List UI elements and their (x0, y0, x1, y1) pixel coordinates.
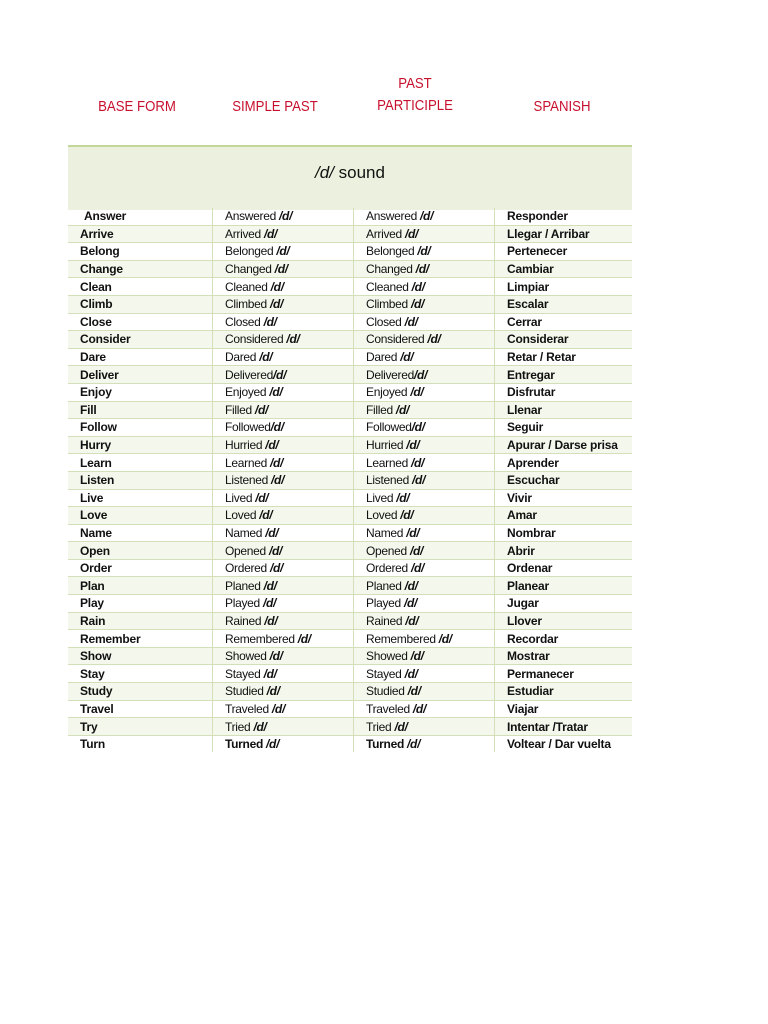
simple-past-cell: Learned /d/ (213, 454, 354, 472)
spanish-cell: Nombrar (495, 524, 633, 542)
base-form-cell: Stay (68, 665, 213, 683)
table-row (68, 683, 632, 701)
base-form-cell: Follow (68, 419, 213, 437)
spanish-cell: Disfrutar (495, 383, 633, 401)
spanish-cell: Considerar (495, 331, 633, 349)
past-participle-cell: Named /d/ (354, 524, 495, 542)
past-participle-cell: Loved /d/ (354, 507, 495, 525)
simple-past-cell: Tried /d/ (213, 718, 354, 736)
table-row (68, 278, 632, 296)
simple-past-cell: Changed /d/ (213, 260, 354, 278)
spanish-cell: Planear (495, 577, 633, 595)
past-participle-cell: Answered /d/ (354, 208, 495, 225)
past-participle-cell: Closed /d/ (354, 313, 495, 331)
table-row (68, 208, 632, 225)
spanish-cell: Responder (495, 208, 633, 225)
simple-past-cell: Answered /d/ (213, 208, 354, 225)
simple-past-cell: Ordered /d/ (213, 559, 354, 577)
table-row (68, 507, 632, 525)
table-row (68, 225, 632, 243)
spanish-cell: Entregar (495, 366, 633, 384)
column-header-past-participle: PAST PARTICIPLE (377, 75, 453, 114)
spanish-cell: Mostrar (495, 647, 633, 665)
simple-past-cell: Traveled /d/ (213, 700, 354, 718)
table-row (68, 243, 632, 261)
base-form-cell: Clean (68, 278, 213, 296)
table-row (68, 348, 632, 366)
table-row (68, 401, 632, 419)
verb-table (68, 208, 632, 752)
simple-past-cell: Opened /d/ (213, 542, 354, 560)
past-participle-cell: Rained /d/ (354, 612, 495, 630)
table-row (68, 419, 632, 437)
base-form-cell: Try (68, 718, 213, 736)
base-form-cell: Play (68, 595, 213, 613)
base-form-cell: Show (68, 647, 213, 665)
spanish-cell: Estudiar (495, 683, 633, 701)
table-row (68, 735, 632, 752)
table-row (68, 595, 632, 613)
spanish-cell: Llenar (495, 401, 633, 419)
past-participle-cell: Learned /d/ (354, 454, 495, 472)
past-participle-cell: Arrived /d/ (354, 225, 495, 243)
section-title: /d/ sound (315, 163, 385, 182)
spanish-cell: Permanecer (495, 665, 633, 683)
simple-past-cell: Rained /d/ (213, 612, 354, 630)
table-row (68, 612, 632, 630)
base-form-cell: Answer (68, 208, 213, 225)
table-row (68, 559, 632, 577)
spanish-cell: Pertenecer (495, 243, 633, 261)
simple-past-cell: Dared /d/ (213, 348, 354, 366)
base-form-cell: Order (68, 559, 213, 577)
base-form-cell: Listen (68, 471, 213, 489)
column-header-spanish: SPANISH (533, 98, 591, 115)
table-row (68, 718, 632, 736)
table-row (68, 542, 632, 560)
base-form-cell: Deliver (68, 366, 213, 384)
base-form-cell: Turn (80, 737, 105, 752)
simple-past-cell: Listened /d/ (213, 471, 354, 489)
past-participle-cell: Played /d/ (354, 595, 495, 613)
spanish-cell: Jugar (495, 595, 633, 613)
spanish-cell: Escuchar (495, 471, 633, 489)
past-participle-cell: Planed /d/ (354, 577, 495, 595)
base-form-cell: Plan (68, 577, 213, 595)
past-participle-cell: Filled /d/ (354, 401, 495, 419)
base-form-cell: Climb (68, 295, 213, 313)
past-participle-cell: Listened /d/ (354, 471, 495, 489)
spanish-cell: Llover (495, 612, 633, 630)
simple-past-cell: Planed /d/ (213, 577, 354, 595)
past-participle-cell: Lived /d/ (354, 489, 495, 507)
table-row (68, 665, 632, 683)
past-participle-cell: Remembered /d/ (354, 630, 495, 648)
simple-past-cell: Arrived /d/ (213, 225, 354, 243)
simple-past-cell: Lived /d/ (213, 489, 354, 507)
table-row (68, 524, 632, 542)
base-form-cell: Learn (68, 454, 213, 472)
base-form-cell: Consider (68, 331, 213, 349)
base-form-cell: Belong (68, 243, 213, 261)
simple-past-cell: Climbed /d/ (213, 295, 354, 313)
spanish-cell: Recordar (495, 630, 633, 648)
table-row (68, 383, 632, 401)
table-row (68, 436, 632, 454)
simple-past-cell: Filled /d/ (213, 401, 354, 419)
past-participle-cell: Cleaned /d/ (354, 278, 495, 296)
past-participle-cell: Tried /d/ (354, 718, 495, 736)
past-participle-cell: Traveled /d/ (354, 700, 495, 718)
base-form-cell: Travel (68, 700, 213, 718)
spanish-cell: Abrir (495, 542, 633, 560)
base-form-cell: Fill (68, 401, 213, 419)
base-form-cell: Remember (68, 630, 213, 648)
past-participle-cell: Dared /d/ (354, 348, 495, 366)
column-header-base-form: BASE FORM (98, 98, 176, 115)
simple-past-cell: Hurried /d/ (213, 436, 354, 454)
past-participle-cell: Showed /d/ (354, 647, 495, 665)
spanish-cell: Voltear / Dar vuelta (495, 735, 633, 752)
simple-past-cell: Cleaned /d/ (213, 278, 354, 296)
past-participle-cell: Stayed /d/ (354, 665, 495, 683)
table-row (68, 331, 632, 349)
base-form-cell: Close (68, 313, 213, 331)
past-participle-cell: Climbed /d/ (354, 295, 495, 313)
simple-past-cell: Considered /d/ (213, 331, 354, 349)
base-form-cell: Study (68, 683, 213, 701)
past-participle-cell: Studied /d/ (354, 683, 495, 701)
table-row (68, 454, 632, 472)
simple-past-cell: Belonged /d/ (213, 243, 354, 261)
table-row (68, 313, 632, 331)
column-header-simple-past: SIMPLE PAST (232, 98, 318, 115)
base-form-cell: Hurry (68, 436, 213, 454)
section-band (68, 145, 632, 210)
simple-past-cell: Followed/d/ (213, 419, 354, 437)
spanish-cell: Ordenar (495, 559, 633, 577)
base-form-cell: Enjoy (68, 383, 213, 401)
base-form-cell: Arrive (68, 225, 213, 243)
simple-past-cell: Stayed /d/ (213, 665, 354, 683)
spanish-cell: Vivir (495, 489, 633, 507)
table-row (68, 489, 632, 507)
past-participle-cell: Belonged /d/ (354, 243, 495, 261)
past-participle-cell: Enjoyed /d/ (354, 383, 495, 401)
past-participle-cell: Hurried /d/ (354, 436, 495, 454)
spanish-cell: Apurar / Darse prisa (495, 436, 633, 454)
base-form-cell: Open (68, 542, 213, 560)
base-form-cell: Rain (68, 612, 213, 630)
simple-past-cell: Turned /d/ (213, 735, 354, 752)
simple-past-cell: Played /d/ (213, 595, 354, 613)
simple-past-cell: Enjoyed /d/ (213, 383, 354, 401)
table-row (68, 700, 632, 718)
table-row (68, 260, 632, 278)
past-participle-cell: Ordered /d/ (354, 559, 495, 577)
spanish-cell: Escalar (495, 295, 633, 313)
table-row (68, 577, 632, 595)
base-form-cell: Name (68, 524, 213, 542)
spanish-cell: Cambiar (495, 260, 633, 278)
past-participle-cell: Changed /d/ (354, 260, 495, 278)
table-row (68, 471, 632, 489)
table-row (68, 647, 632, 665)
spanish-cell: Aprender (495, 454, 633, 472)
simple-past-cell: Closed /d/ (213, 313, 354, 331)
base-form-cell: Change (68, 260, 213, 278)
spanish-cell: Intentar /Tratar (495, 718, 633, 736)
spanish-cell: Limpiar (495, 278, 633, 296)
spanish-cell: Llegar / Arribar (495, 225, 633, 243)
spanish-cell: Retar / Retar (495, 348, 633, 366)
spanish-cell: Viajar (495, 700, 633, 718)
simple-past-cell: Remembered /d/ (213, 630, 354, 648)
table-row (68, 295, 632, 313)
past-participle-cell: Delivered/d/ (354, 366, 495, 384)
table-row (68, 630, 632, 648)
spanish-cell: Cerrar (495, 313, 633, 331)
spanish-cell: Amar (495, 507, 633, 525)
spanish-cell: Seguir (495, 419, 633, 437)
base-form-cell: Love (68, 507, 213, 525)
past-participle-cell: Considered /d/ (354, 331, 495, 349)
past-participle-cell: Opened /d/ (354, 542, 495, 560)
simple-past-cell: Studied /d/ (213, 683, 354, 701)
base-form-cell: Dare (68, 348, 213, 366)
simple-past-cell: Loved /d/ (213, 507, 354, 525)
past-participle-cell: Followed/d/ (354, 419, 495, 437)
past-participle-cell: Turned /d/ (354, 735, 495, 752)
simple-past-cell: Delivered/d/ (213, 366, 354, 384)
base-form-cell: Live (68, 489, 213, 507)
table-row (68, 366, 632, 384)
simple-past-cell: Showed /d/ (213, 647, 354, 665)
simple-past-cell: Named /d/ (213, 524, 354, 542)
